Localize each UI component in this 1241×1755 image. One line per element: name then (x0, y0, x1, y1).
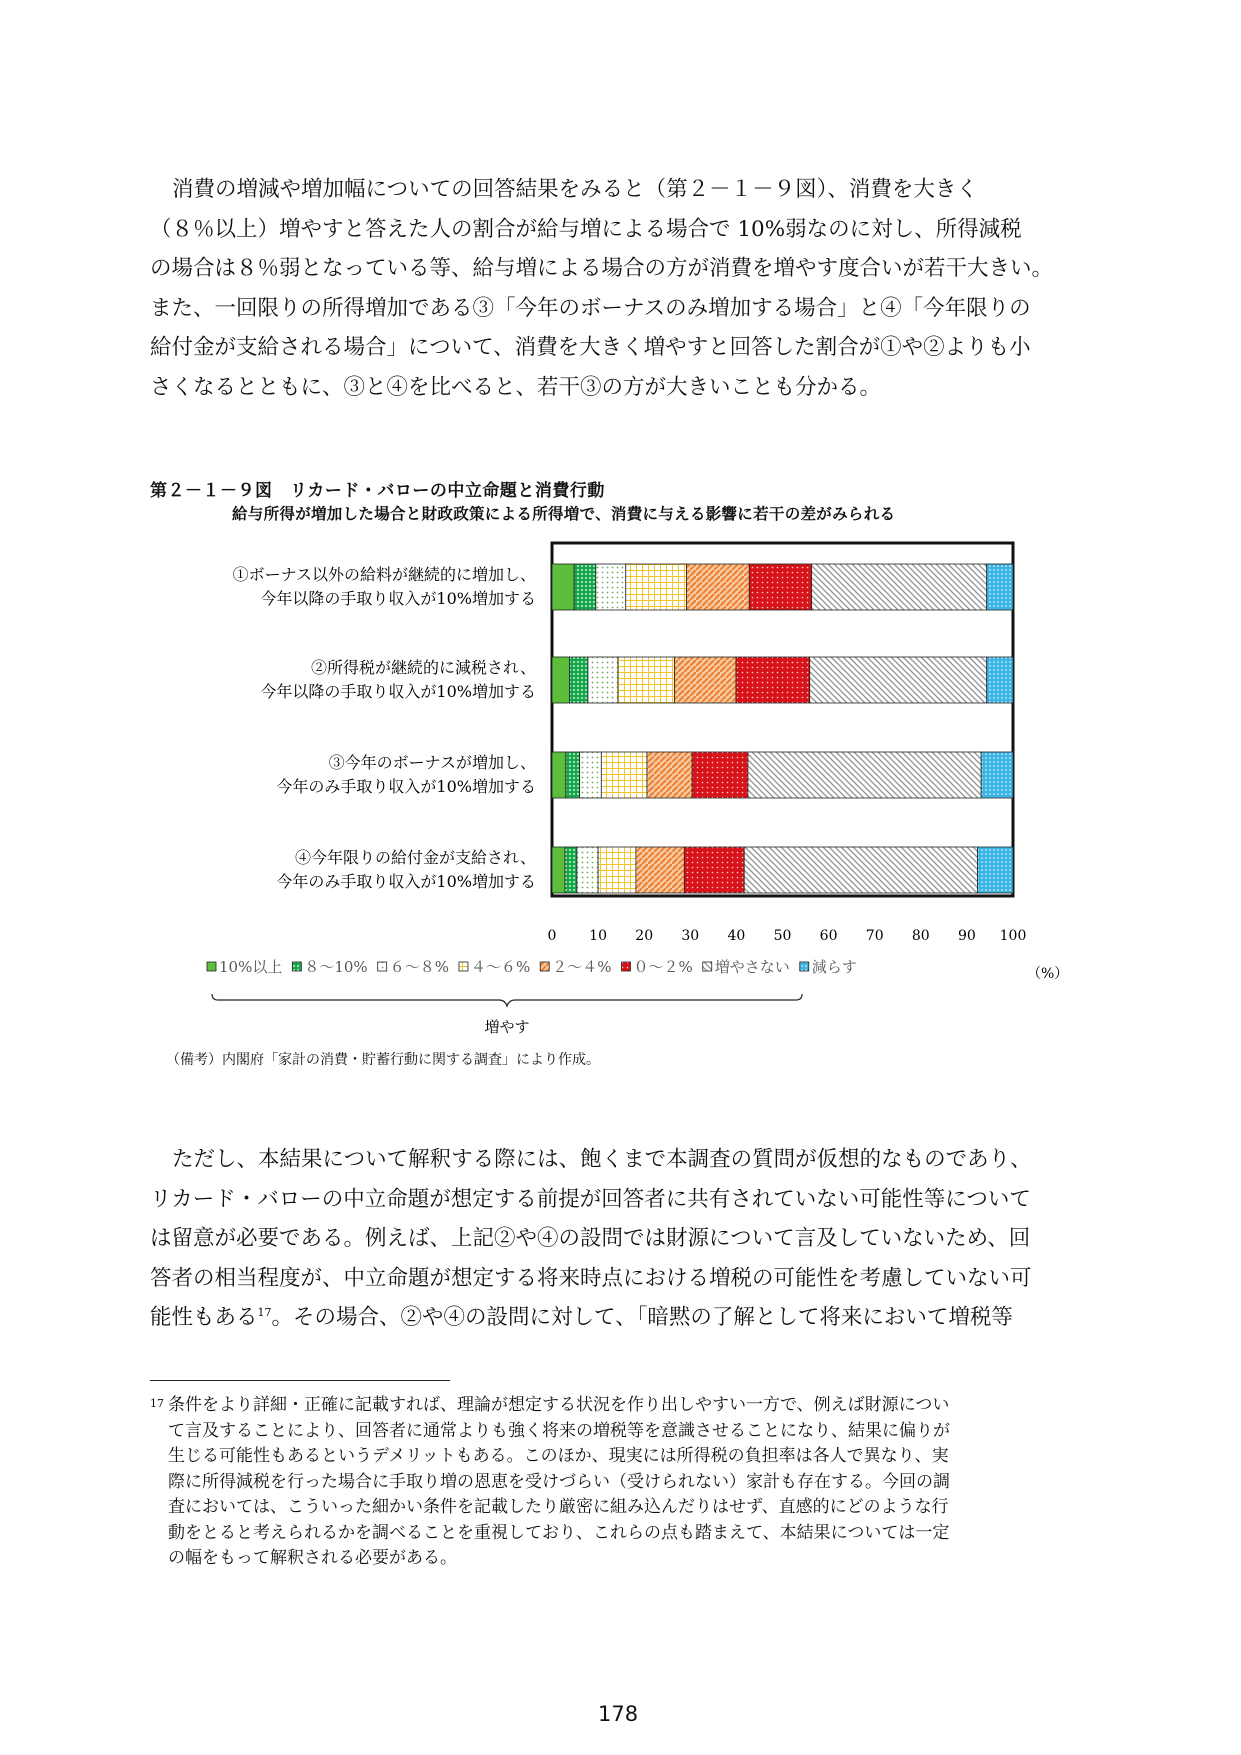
bar-segment-3-5 (647, 752, 692, 798)
footnote-line: 動をとると考えられるかを調べることを重視しており、これらの点も踏まえて、本結果については一定 (168, 1522, 950, 1543)
legend-swatch (703, 962, 712, 971)
x-tick-label: 10 (589, 928, 608, 944)
bar-segment-3-3 (580, 752, 602, 798)
footnote-line: 生じる可能性もあるというデメリットもある。このほか、現実には所得税の負担率は各人で異なり、実 (168, 1446, 949, 1466)
bar-segment-4-1 (552, 847, 565, 893)
legend-label: ０～２% (633, 958, 693, 976)
paragraph-line: ただし、本結果について解釈する際には、飽くまで本調査の質問が仮想的なものであり、 (172, 1147, 1032, 1172)
legend-item-3 (378, 958, 449, 976)
bar-segment-4-5 (636, 847, 684, 893)
legend-item-7 (703, 958, 790, 976)
paragraph-line-start: 能性もある (150, 1305, 258, 1330)
bar-segment-2-1 (552, 657, 570, 703)
paragraph-last-line (150, 1298, 1100, 1338)
category-label-1: ①ボーナス以外の給料が継続的に増加し、 (232, 565, 536, 584)
figure-subtitle: 給与所得が増加した場合と財政政策による所得増で、消費に与える影響に若干の差がみられる (232, 505, 896, 523)
bar-segment-4-8 (978, 847, 1013, 893)
paragraph-line: （８％以上）増やすと答えた人の割合が給与増による場合で 10%弱なのに対し、所得減税 (150, 216, 1022, 242)
legend-swatch (540, 962, 549, 971)
footnote-line: 条件をより詳細・正確に記載すれば、理論が想定する状況を作り出しやすい一方で、例えば財源につい (168, 1395, 950, 1415)
bar-segment-4-2 (565, 847, 577, 893)
x-tick-label: 40 (727, 928, 746, 944)
brace-group (212, 994, 802, 1036)
paragraph-line: の場合は８％弱となっている等、給与増による場合の方が消費を増やす度合いが若干大きい。 (150, 256, 1054, 281)
category-label-3: ③今年のボーナスが増加し、 (328, 753, 536, 772)
bar-segment-1-5 (687, 564, 750, 610)
footnote-line: 際に所得減税を行った場合に手取り増の恩恵を受けづらい（受けられない）家計も存在する。今回の調 (168, 1471, 950, 1492)
paragraph-caveat (150, 1140, 1100, 1338)
x-tick-label: 90 (957, 928, 976, 944)
source-note: （備考）内閣府「家計の消費・貯蓄行動に関する調査」により作成。 (166, 1052, 600, 1068)
bar-segment-1-8 (987, 564, 1013, 610)
bar-segment-3-7 (748, 752, 981, 798)
bar-segment-3-2 (566, 752, 580, 798)
paragraph-line-end: 。その場合、②や④の設問に対して、「暗黙の了解として将来において増税等 (271, 1305, 1013, 1330)
bar-segment-1-1 (552, 564, 574, 610)
category-label-2: ②所得税が継続的に減税され、 (311, 658, 536, 677)
paragraph-line: また、一回限りの所得増加である③「今年のボーナスのみ増加する場合」と④「今年限りの (150, 295, 1031, 321)
legend-swatch (207, 962, 216, 971)
bar-segment-3-8 (981, 752, 1013, 798)
bar-segment-4-6 (684, 847, 744, 893)
bar-segment-2-7 (810, 657, 987, 703)
x-tick-label: 0 (547, 928, 557, 944)
footnote-line: の幅をもって解釈される必要がある。 (168, 1548, 457, 1568)
legend-item-6 (621, 958, 692, 976)
bar-segment-4-7 (744, 847, 977, 893)
legend-brace (212, 994, 802, 1006)
paragraph-line: 消費の増減や増加幅についての回答結果をみると（第２－１－９図）、消費を大きく (172, 177, 978, 202)
bar-segment-1-7 (812, 564, 987, 610)
x-tick-label: 80 (911, 928, 930, 944)
legend-swatch (292, 962, 301, 971)
brace-label: 増やす (484, 1018, 530, 1036)
bar-segment-2-2 (570, 657, 588, 703)
bar-segment-1-6 (749, 564, 811, 610)
footnote-line: 査においては、こういった細かい条件を記載したり厳密に組み込んだりはせず、直感的にどのような行 (168, 1497, 949, 1517)
bar-segment-2-6 (736, 657, 810, 703)
bar-segment-2-3 (588, 657, 618, 703)
paragraph-line: は留意が必要である。例えば、上記②や④の設問では財源について言及していないため、回 (150, 1226, 1031, 1251)
x-tick-label: 70 (865, 928, 884, 944)
footnote-divider (150, 1380, 450, 1381)
bar-segment-4-3 (577, 847, 598, 893)
paragraph-line: リカード・バローの中立命題が想定する前提が回答者に共有されていない可能性等について (150, 1186, 1031, 1212)
legend-label: ８～10% (304, 958, 368, 976)
bar-segment-2-5 (675, 657, 736, 703)
bar-segment-1-2 (574, 564, 596, 610)
bar-segment-2-8 (987, 657, 1013, 703)
page-number: 178 (598, 1702, 639, 1726)
bar-segment-1-3 (596, 564, 626, 610)
legend-label: 10%以上 (219, 958, 283, 976)
bar-segment-3-6 (692, 752, 748, 798)
legend-item-8 (800, 958, 857, 976)
legend-label: 増やさない (714, 958, 790, 976)
unit-label: （%） (1027, 966, 1069, 982)
x-tick-label: 20 (635, 928, 654, 944)
x-tick-label: 50 (773, 928, 792, 944)
legend-label: ６～８% (389, 958, 449, 976)
legend-item-4 (459, 958, 530, 976)
bar-segment-2-4 (618, 657, 675, 703)
figure-title: 第２－１－９図 リカード・バローの中立命題と消費行動 (150, 481, 605, 501)
footnote (150, 1393, 1090, 1572)
paragraph-line: 答者の相当程度が、中立命題が想定する将来時点における増税の可能性を考慮していない可 (150, 1265, 1032, 1291)
legend-label: ４～６% (470, 958, 531, 976)
paragraph-line: 給付金が支給される場合」について、消費を大きく増やすと回答した割合が①や②よりも小 (150, 335, 1031, 360)
legend-item-2 (292, 958, 367, 976)
footnote-number: 17 (150, 1397, 164, 1410)
category-label-2: 今年以降の手取り収入が10%増加する (260, 682, 536, 701)
category-label-4: 今年のみ手取り収入が10%増加する (276, 872, 536, 891)
bar-segment-3-4 (601, 752, 647, 798)
category-label-1: 今年以降の手取り収入が10%増加する (260, 589, 536, 608)
category-label-3: 今年のみ手取り収入が10%増加する (276, 777, 536, 796)
bar-segment-3-1 (552, 752, 566, 798)
paragraph-line: さくなるとともに、③と④を比べると、若干③の方が大きいことも分かる。 (150, 374, 882, 400)
x-tick-label: 60 (819, 928, 838, 944)
legend-swatch (459, 962, 468, 971)
footnote-ref[interactable]: 17 (257, 1305, 272, 1319)
legend-swatch (800, 962, 809, 971)
category-label-4: ④今年限りの給付金が支給され、 (295, 848, 536, 867)
x-tick-label: 100 (999, 928, 1027, 944)
footnote-line: て言及することにより、回答者に通常よりも強く将来の増税等を意識させることになり、結果に偏りが (168, 1420, 950, 1441)
x-tick-label: 30 (681, 928, 700, 944)
legend-item-1 (207, 958, 282, 976)
legend-swatch (378, 962, 387, 971)
bar-segment-4-4 (598, 847, 636, 893)
legend-swatch (621, 962, 630, 971)
legend-label: ２～４% (552, 958, 612, 976)
bar-segment-1-4 (626, 564, 687, 610)
legend-item-5 (540, 958, 611, 976)
legend-label: 減らす (811, 958, 857, 976)
